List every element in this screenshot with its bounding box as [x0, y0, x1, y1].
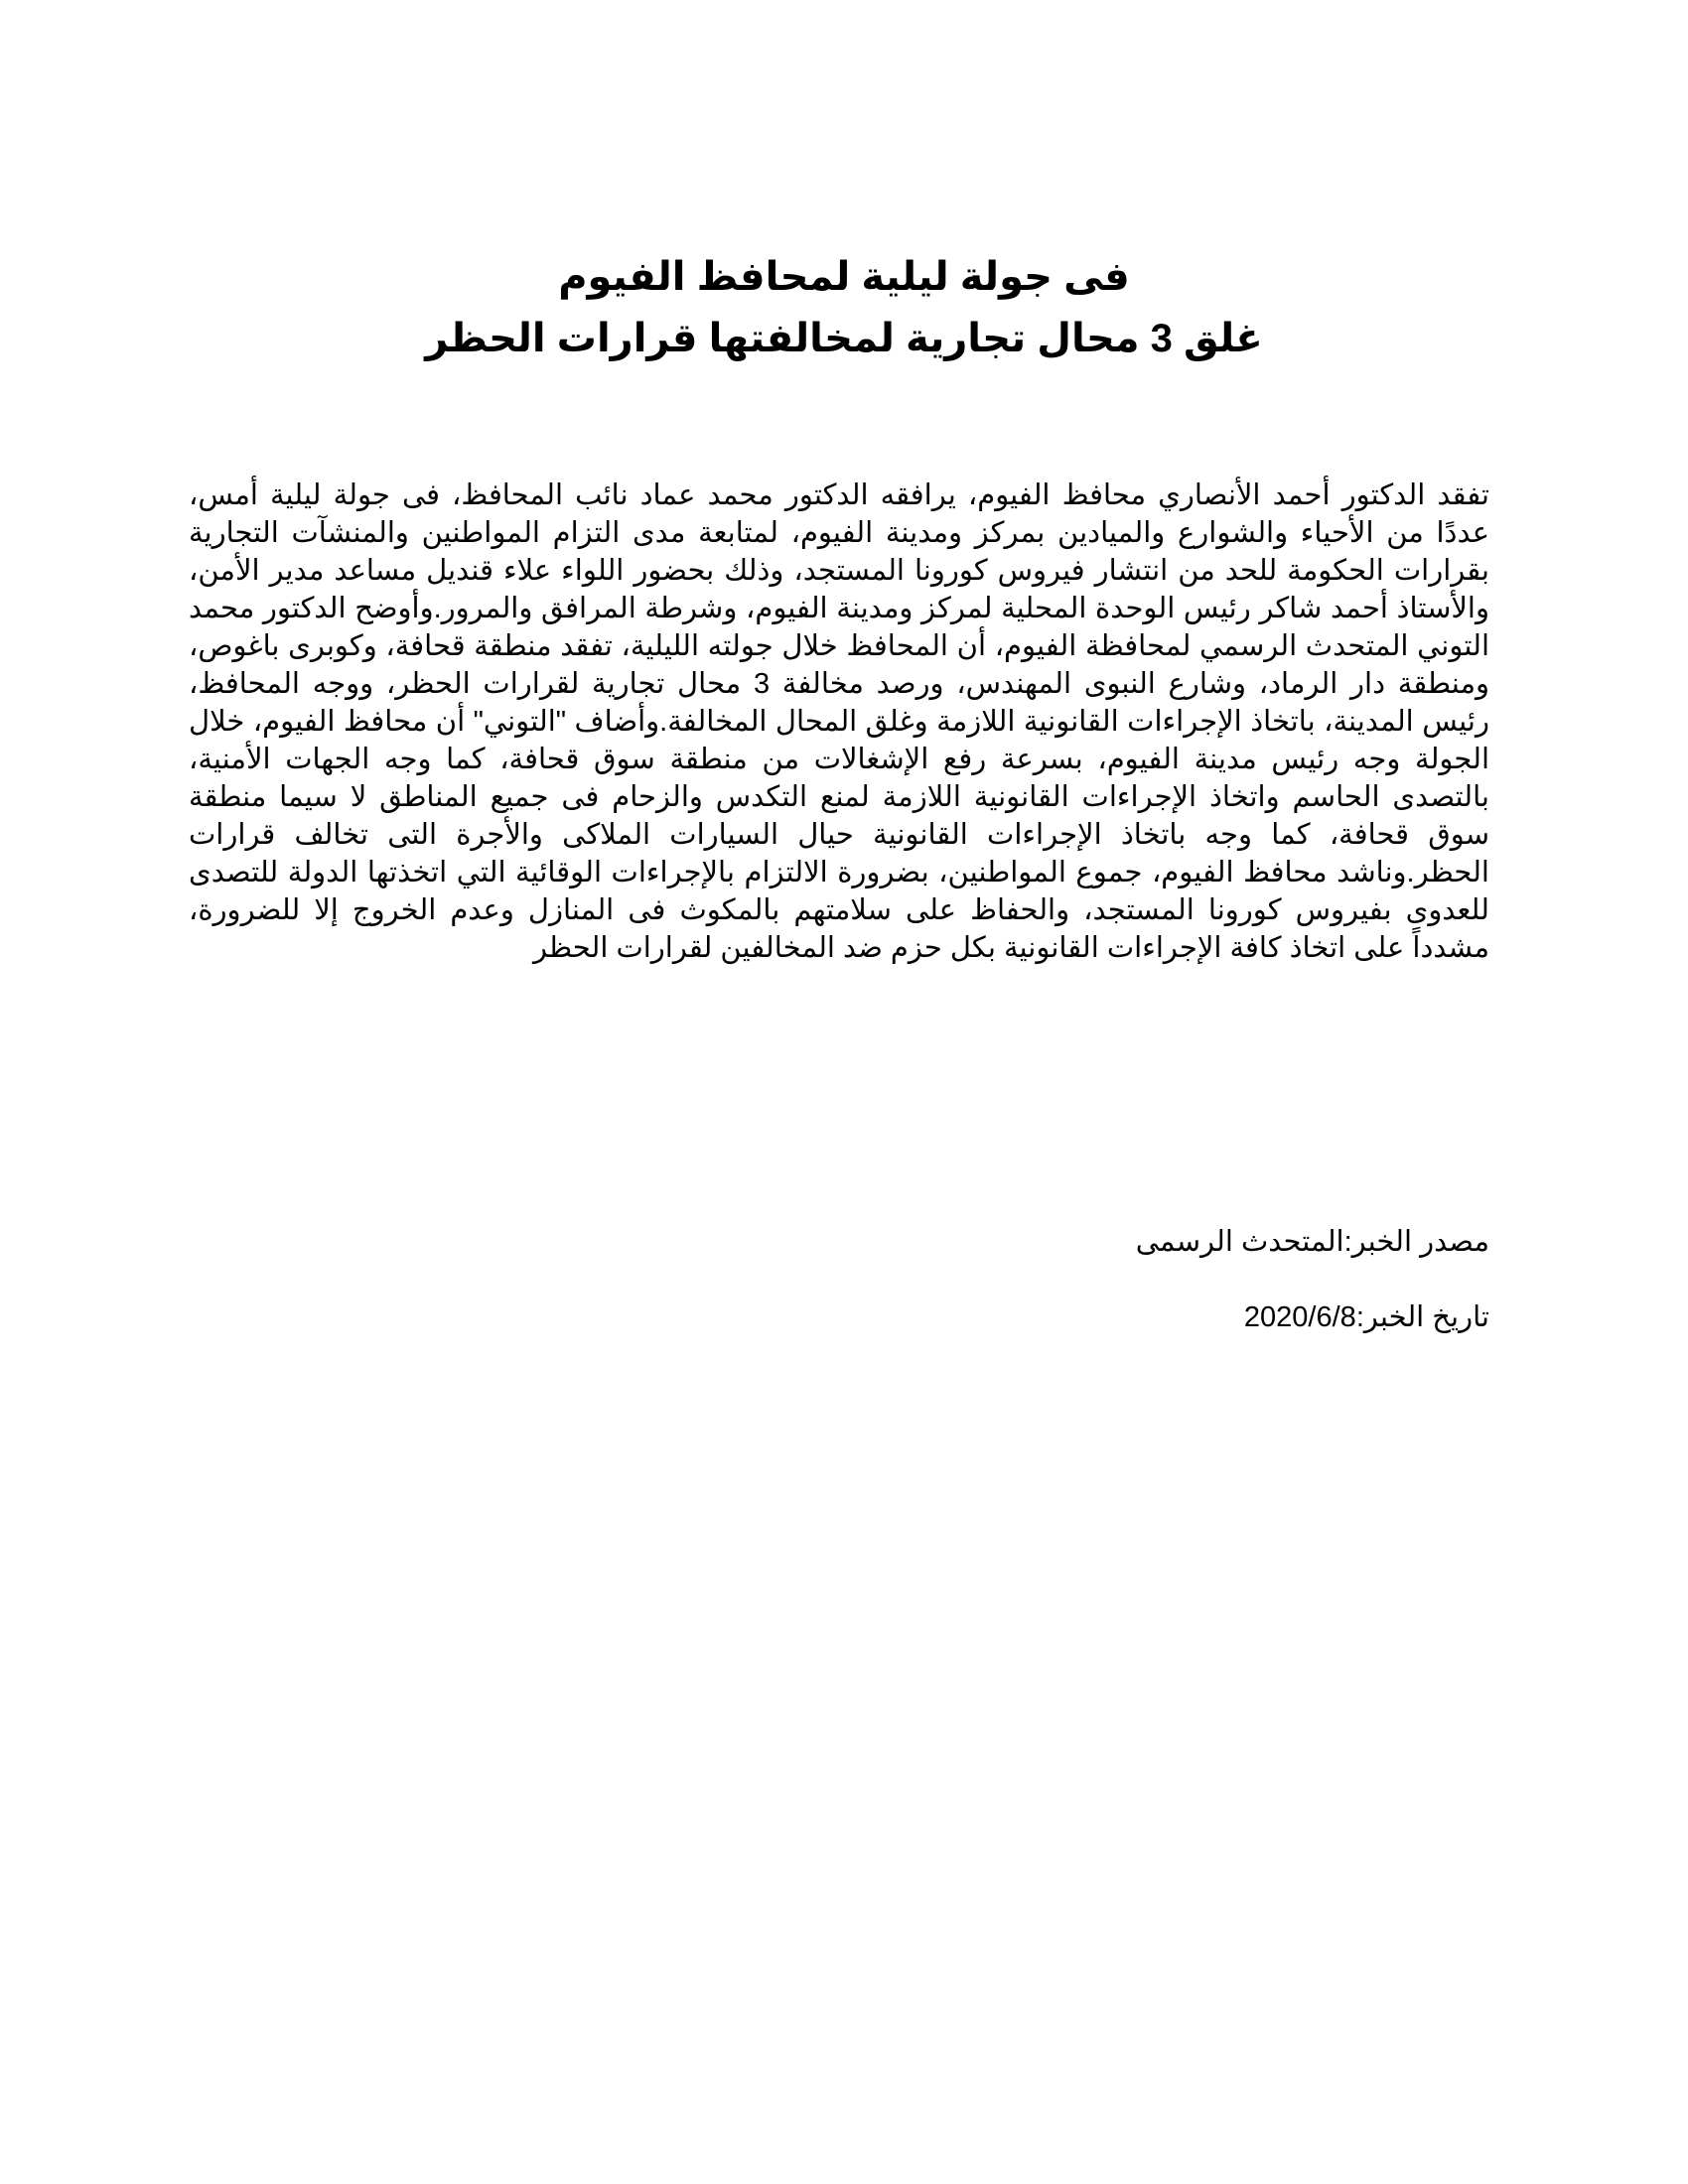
headline: [199, 246, 1489, 369]
headline-line-2: غلق 3 محال تجارية لمخالفتها قرارات الحظر: [425, 317, 1263, 360]
article-body: تفقد الدكتور أحمد الأنصاري محافظ الفيوم، يرافقه الدكتور محمد عماد نائب المحافظ، فى جولة ليلية أمس، عددًا من الأحياء والشوارع والميادين بمركز ومدينة الفيوم، لمتابعة مدى التزام المواطنين والمنشآت التجارية بقرارات الحكومة للحد من انتشار فيروس كورونا المستجد، وذلك بحضور اللواء علاء قنديل مساعد مدير الأمن، والأستاذ أحمد شاكر رئيس الوحدة المحلية لمركز ومدينة الفيوم، وشرطة المرافق والمرور.وأوضح الدكتور محمد التوني المتحدث الرسمي لمحافظة الفيوم، أن المحافظ خلال جولته الليلية، تفقد منطقة قحافة، وكوبرى باغوص، ومنطقة دار الرماد، وشارع النبوى المهندس، ورصد مخالفة 3 محال تجارية لقرارات الحظر، ووجه المحافظ، رئيس المدينة، باتخاذ الإجراءات القانونية اللازمة وغلق المحال المخالفة.وأضاف "التوني" أن محافظ الفيوم، خلال الجولة وجه رئيس مدينة الفيوم، بسرعة رفع الإشغالات من منطقة سوق قحافة، كما وجه الجهات الأمنية، بالتصدى الحاسم واتخاذ الإجراءات القانونية اللازمة لمنع التكدس والزحام فى جميع المناطق لا سيما منطقة سوق قحافة، كما وجه باتخاذ الإجراءات القانونية حيال السيارات الملاكى والأجرة التى تخالف قرارات الحظر.وناشد محافظ الفيوم، جموع المواطنين، بضرورة الالتزام بالإجراءات الوقائية التي اتخذتها الدولة للتصدى للعدوى بفيروس كورونا المستجد، والحفاظ على سلامتهم بالمكوث فى المنازل وعدم الخروج إلا للضرورة، مشدداً على اتخاذ كافة الإجراءات القانونية بكل حزم ضد المخالفين لقرارات الحظر: [189, 479, 1490, 964]
news-date: تاريخ الخبر:2020/6/8: [1243, 1301, 1489, 1333]
headline-line-1: فى جولة ليلية لمحافظ الفيوم: [558, 255, 1130, 299]
news-source: مصدر الخبر:المتحدث الرسمى: [1135, 1226, 1489, 1258]
